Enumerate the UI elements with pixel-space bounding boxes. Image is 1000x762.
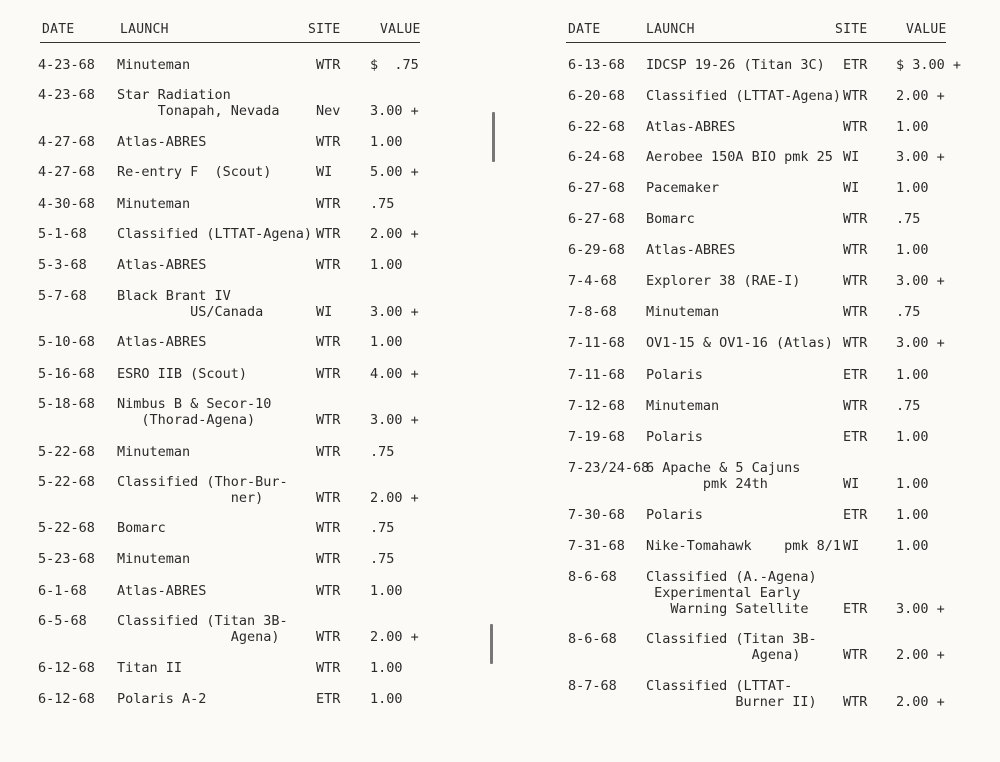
table-row <box>0 396 490 428</box>
launch-cell: Polaris <box>646 429 703 445</box>
date-cell: 6-12-68 <box>38 691 95 707</box>
site-cell: WTR <box>316 583 341 599</box>
site-cell: ETR <box>843 367 868 383</box>
site-cell: WTR <box>316 226 341 242</box>
table-row <box>510 242 1000 258</box>
date-cell: 6-27-68 <box>568 180 625 196</box>
table-row <box>510 149 1000 165</box>
date-cell: 5-16-68 <box>38 366 95 382</box>
launch-cell: Agena) <box>646 647 801 663</box>
date-cell: 5-3-68 <box>38 257 87 273</box>
site-cell: WTR <box>843 335 868 351</box>
launch-cell: Warning Satellite <box>646 601 809 617</box>
date-cell: 6-13-68 <box>568 57 625 73</box>
date-cell: 7-23/24-68 <box>568 460 650 476</box>
launch-cell: Minuteman <box>646 304 720 320</box>
site-cell: ETR <box>843 429 868 445</box>
launch-cell: Classified (Titan 3B- <box>117 613 288 629</box>
launch-cell: Polaris <box>646 507 703 523</box>
site-cell: WTR <box>316 490 341 506</box>
table-row <box>510 211 1000 227</box>
launch-cell: Bomarc <box>117 520 166 536</box>
value-cell: 1.00 <box>370 691 403 707</box>
value-cell: .75 <box>370 196 395 212</box>
site-cell: WTR <box>843 119 868 135</box>
date-cell: 7-31-68 <box>568 538 625 554</box>
site-cell: WTR <box>316 334 341 350</box>
date-cell: 6-29-68 <box>568 242 625 258</box>
table-row <box>0 57 490 73</box>
launch-cell: Minuteman <box>117 196 191 212</box>
launch-cell: Pacemaker <box>646 180 720 196</box>
site-cell: ETR <box>843 57 868 73</box>
date-cell: 5-18-68 <box>38 396 95 412</box>
site-cell: WTR <box>316 134 341 150</box>
value-cell: .75 <box>896 398 921 414</box>
header-date: DATE <box>568 22 601 37</box>
date-cell: 5-22-68 <box>38 474 95 490</box>
table-row <box>510 460 1000 492</box>
date-cell: 7-19-68 <box>568 429 625 445</box>
site-cell: WI <box>843 538 860 554</box>
date-cell: 8-6-68 <box>568 631 617 647</box>
table-row <box>0 196 490 212</box>
binding-mark <box>490 624 493 664</box>
table-row <box>510 398 1000 414</box>
date-cell: 8-6-68 <box>568 569 617 585</box>
value-cell: 3.00 + <box>896 149 945 165</box>
launch-cell: IDCSP 19-26 (Titan 3C) <box>646 57 825 73</box>
value-cell: 2.00 + <box>896 88 945 104</box>
table-row <box>0 660 490 676</box>
value-cell: .75 <box>896 304 921 320</box>
value-cell: 2.00 + <box>370 629 419 645</box>
launch-cell: Tonapah, Nevada <box>117 103 280 119</box>
launch-cell: (Thorad-Agena) <box>117 412 256 428</box>
table-row <box>510 88 1000 104</box>
date-cell: 4-27-68 <box>38 134 95 150</box>
value-cell: 3.00 + <box>370 103 419 119</box>
value-cell: 1.00 <box>896 538 929 554</box>
header-value: VALUE <box>380 22 421 37</box>
date-cell: 4-27-68 <box>38 164 95 180</box>
site-cell: WTR <box>843 273 868 289</box>
table-row <box>510 57 1000 73</box>
site-cell: WTR <box>843 647 868 663</box>
right-page <box>510 0 1000 762</box>
date-cell: 6-27-68 <box>568 211 625 227</box>
header-date: DATE <box>42 22 75 37</box>
site-cell: WTR <box>843 211 868 227</box>
site-cell: WI <box>843 476 860 492</box>
value-cell: 1.00 <box>370 334 403 350</box>
launch-cell: Polaris <box>646 367 703 383</box>
table-row <box>0 87 490 119</box>
launch-cell: Experimental Early <box>646 585 801 601</box>
site-cell: WI <box>843 149 860 165</box>
value-cell: .75 <box>370 444 395 460</box>
date-cell: 4-23-68 <box>38 57 95 73</box>
date-cell: 8-7-68 <box>568 678 617 694</box>
launch-cell: Minuteman <box>117 444 191 460</box>
launch-cell: Classified (LTTAT-Agena) <box>117 226 313 242</box>
header-launch: LAUNCH <box>646 22 695 37</box>
left-page <box>0 0 490 762</box>
launch-cell: Aerobee 150A BIO pmk 25 <box>646 149 833 165</box>
table-row <box>0 164 490 180</box>
table-row <box>510 538 1000 554</box>
site-cell: WTR <box>316 520 341 536</box>
header-value: VALUE <box>906 22 947 37</box>
site-cell: WTR <box>316 629 341 645</box>
site-cell: Nev <box>316 103 341 119</box>
site-cell: WTR <box>316 196 341 212</box>
site-cell: WTR <box>843 304 868 320</box>
launch-cell: Atlas-ABRES <box>646 242 736 258</box>
value-cell: 2.00 + <box>896 694 945 710</box>
launch-cell: Polaris A-2 <box>117 691 207 707</box>
launch-cell: Titan II <box>117 660 183 676</box>
launch-cell: Star Radiation <box>117 87 231 103</box>
launch-cell: Atlas-ABRES <box>646 119 736 135</box>
date-cell: 5-22-68 <box>38 520 95 536</box>
site-cell: WTR <box>316 660 341 676</box>
table-row <box>0 366 490 382</box>
date-cell: 6-12-68 <box>38 660 95 676</box>
date-cell: 6-1-68 <box>38 583 87 599</box>
value-cell: 3.00 + <box>896 335 945 351</box>
launch-cell: Minuteman <box>117 57 191 73</box>
table-row <box>0 257 490 273</box>
date-cell: 6-5-68 <box>38 613 87 629</box>
site-cell: WTR <box>316 57 341 73</box>
date-cell: 4-30-68 <box>38 196 95 212</box>
table-row <box>510 429 1000 445</box>
value-cell: 1.00 <box>896 119 929 135</box>
launch-cell: ESRO IIB (Scout) <box>117 366 248 382</box>
binding-mark <box>492 112 495 162</box>
launch-cell: pmk 24th <box>646 476 768 492</box>
site-cell: WI <box>843 180 860 196</box>
table-row <box>510 273 1000 289</box>
value-cell: 3.00 + <box>896 601 945 617</box>
value-cell: 4.00 + <box>370 366 419 382</box>
launch-cell: Bomarc <box>646 211 695 227</box>
table-row <box>510 631 1000 663</box>
header-site: SITE <box>835 22 868 37</box>
date-cell: 7-11-68 <box>568 335 625 351</box>
launch-cell: Classified (LTTAT- <box>646 678 793 694</box>
launch-cell: Atlas-ABRES <box>117 334 207 350</box>
launch-cell: Burner II) <box>646 694 817 710</box>
date-cell: 5-1-68 <box>38 226 87 242</box>
value-cell: 1.00 <box>896 507 929 523</box>
site-cell: WI <box>316 164 333 180</box>
table-row <box>0 334 490 350</box>
site-cell: ETR <box>316 691 341 707</box>
value-cell: 5.00 + <box>370 164 419 180</box>
date-cell: 4-23-68 <box>38 87 95 103</box>
site-cell: WI <box>316 304 333 320</box>
launch-cell: Re-entry F (Scout) <box>117 164 272 180</box>
value-cell: 1.00 <box>370 660 403 676</box>
date-cell: 5-23-68 <box>38 551 95 567</box>
header-launch: LAUNCH <box>120 22 169 37</box>
table-row <box>0 520 490 536</box>
date-cell: 7-11-68 <box>568 367 625 383</box>
value-cell: 2.00 + <box>370 490 419 506</box>
table-row <box>510 180 1000 196</box>
launch-cell: Nike-Tomahawk pmk 8/1 <box>646 538 842 554</box>
header-site: SITE <box>308 22 341 37</box>
launch-cell: ner) <box>117 490 264 506</box>
table-row <box>0 134 490 150</box>
table-row <box>0 474 490 506</box>
table-row <box>510 119 1000 135</box>
site-cell: WTR <box>316 366 341 382</box>
value-cell: 2.00 + <box>896 647 945 663</box>
table-row <box>0 551 490 567</box>
table-row <box>0 444 490 460</box>
value-cell: 1.00 <box>370 583 403 599</box>
launch-cell: Agena) <box>117 629 280 645</box>
launch-cell: Atlas-ABRES <box>117 257 207 273</box>
date-cell: 7-4-68 <box>568 273 617 289</box>
value-cell: .75 <box>370 520 395 536</box>
table-row <box>510 367 1000 383</box>
date-cell: 6-24-68 <box>568 149 625 165</box>
launch-cell: Classified (A.-Agena) <box>646 569 817 585</box>
launch-cell: Classified (LTTAT-Agena) <box>646 88 842 104</box>
value-cell: 1.00 <box>896 242 929 258</box>
table-row <box>510 335 1000 351</box>
header-rule <box>566 42 946 43</box>
launch-cell: Atlas-ABRES <box>117 583 207 599</box>
table-row <box>510 304 1000 320</box>
value-cell: 1.00 <box>370 257 403 273</box>
value-cell: .75 <box>370 551 395 567</box>
table-row <box>510 569 1000 617</box>
value-cell: 1.00 <box>896 367 929 383</box>
value-cell: 2.00 + <box>370 226 419 242</box>
value-cell: 1.00 <box>896 476 929 492</box>
launch-cell: Minuteman <box>646 398 720 414</box>
launch-cell: Minuteman <box>117 551 191 567</box>
date-cell: 7-8-68 <box>568 304 617 320</box>
table-row <box>0 583 490 599</box>
site-cell: ETR <box>843 507 868 523</box>
date-cell: 7-30-68 <box>568 507 625 523</box>
value-cell: 3.00 + <box>896 273 945 289</box>
site-cell: WTR <box>316 551 341 567</box>
value-cell: $ 3.00 + <box>896 57 962 73</box>
date-cell: 6-20-68 <box>568 88 625 104</box>
site-cell: WTR <box>843 398 868 414</box>
table-row <box>0 288 490 320</box>
value-cell: 3.00 + <box>370 304 419 320</box>
value-cell: 3.00 + <box>370 412 419 428</box>
table-row <box>0 691 490 707</box>
date-cell: 5-22-68 <box>38 444 95 460</box>
table-row <box>510 507 1000 523</box>
table-row <box>0 613 490 645</box>
date-cell: 6-22-68 <box>568 119 625 135</box>
date-cell: 5-10-68 <box>38 334 95 350</box>
date-cell: 5-7-68 <box>38 288 87 304</box>
launch-cell: Atlas-ABRES <box>117 134 207 150</box>
launch-cell: US/Canada <box>117 304 264 320</box>
launch-cell: Nimbus B & Secor-10 <box>117 396 272 412</box>
table-row <box>0 226 490 242</box>
site-cell: WTR <box>316 444 341 460</box>
value-cell: .75 <box>896 211 921 227</box>
value-cell: 1.00 <box>896 180 929 196</box>
date-cell: 7-12-68 <box>568 398 625 414</box>
launch-cell: Explorer 38 (RAE-I) <box>646 273 801 289</box>
site-cell: WTR <box>316 257 341 273</box>
value-cell: $ .75 <box>370 57 419 73</box>
header-rule <box>40 42 420 43</box>
site-cell: WTR <box>316 412 341 428</box>
value-cell: 1.00 <box>370 134 403 150</box>
table-row <box>510 678 1000 710</box>
site-cell: WTR <box>843 242 868 258</box>
launch-cell: OV1-15 & OV1-16 (Atlas) <box>646 335 833 351</box>
site-cell: WTR <box>843 694 868 710</box>
launch-cell: Classified (Thor-Bur- <box>117 474 288 490</box>
value-cell: 1.00 <box>896 429 929 445</box>
launch-cell: Black Brant IV <box>117 288 231 304</box>
launch-cell: 6 Apache & 5 Cajuns <box>646 460 801 476</box>
site-cell: WTR <box>843 88 868 104</box>
launch-cell: Classified (Titan 3B- <box>646 631 817 647</box>
site-cell: ETR <box>843 601 868 617</box>
